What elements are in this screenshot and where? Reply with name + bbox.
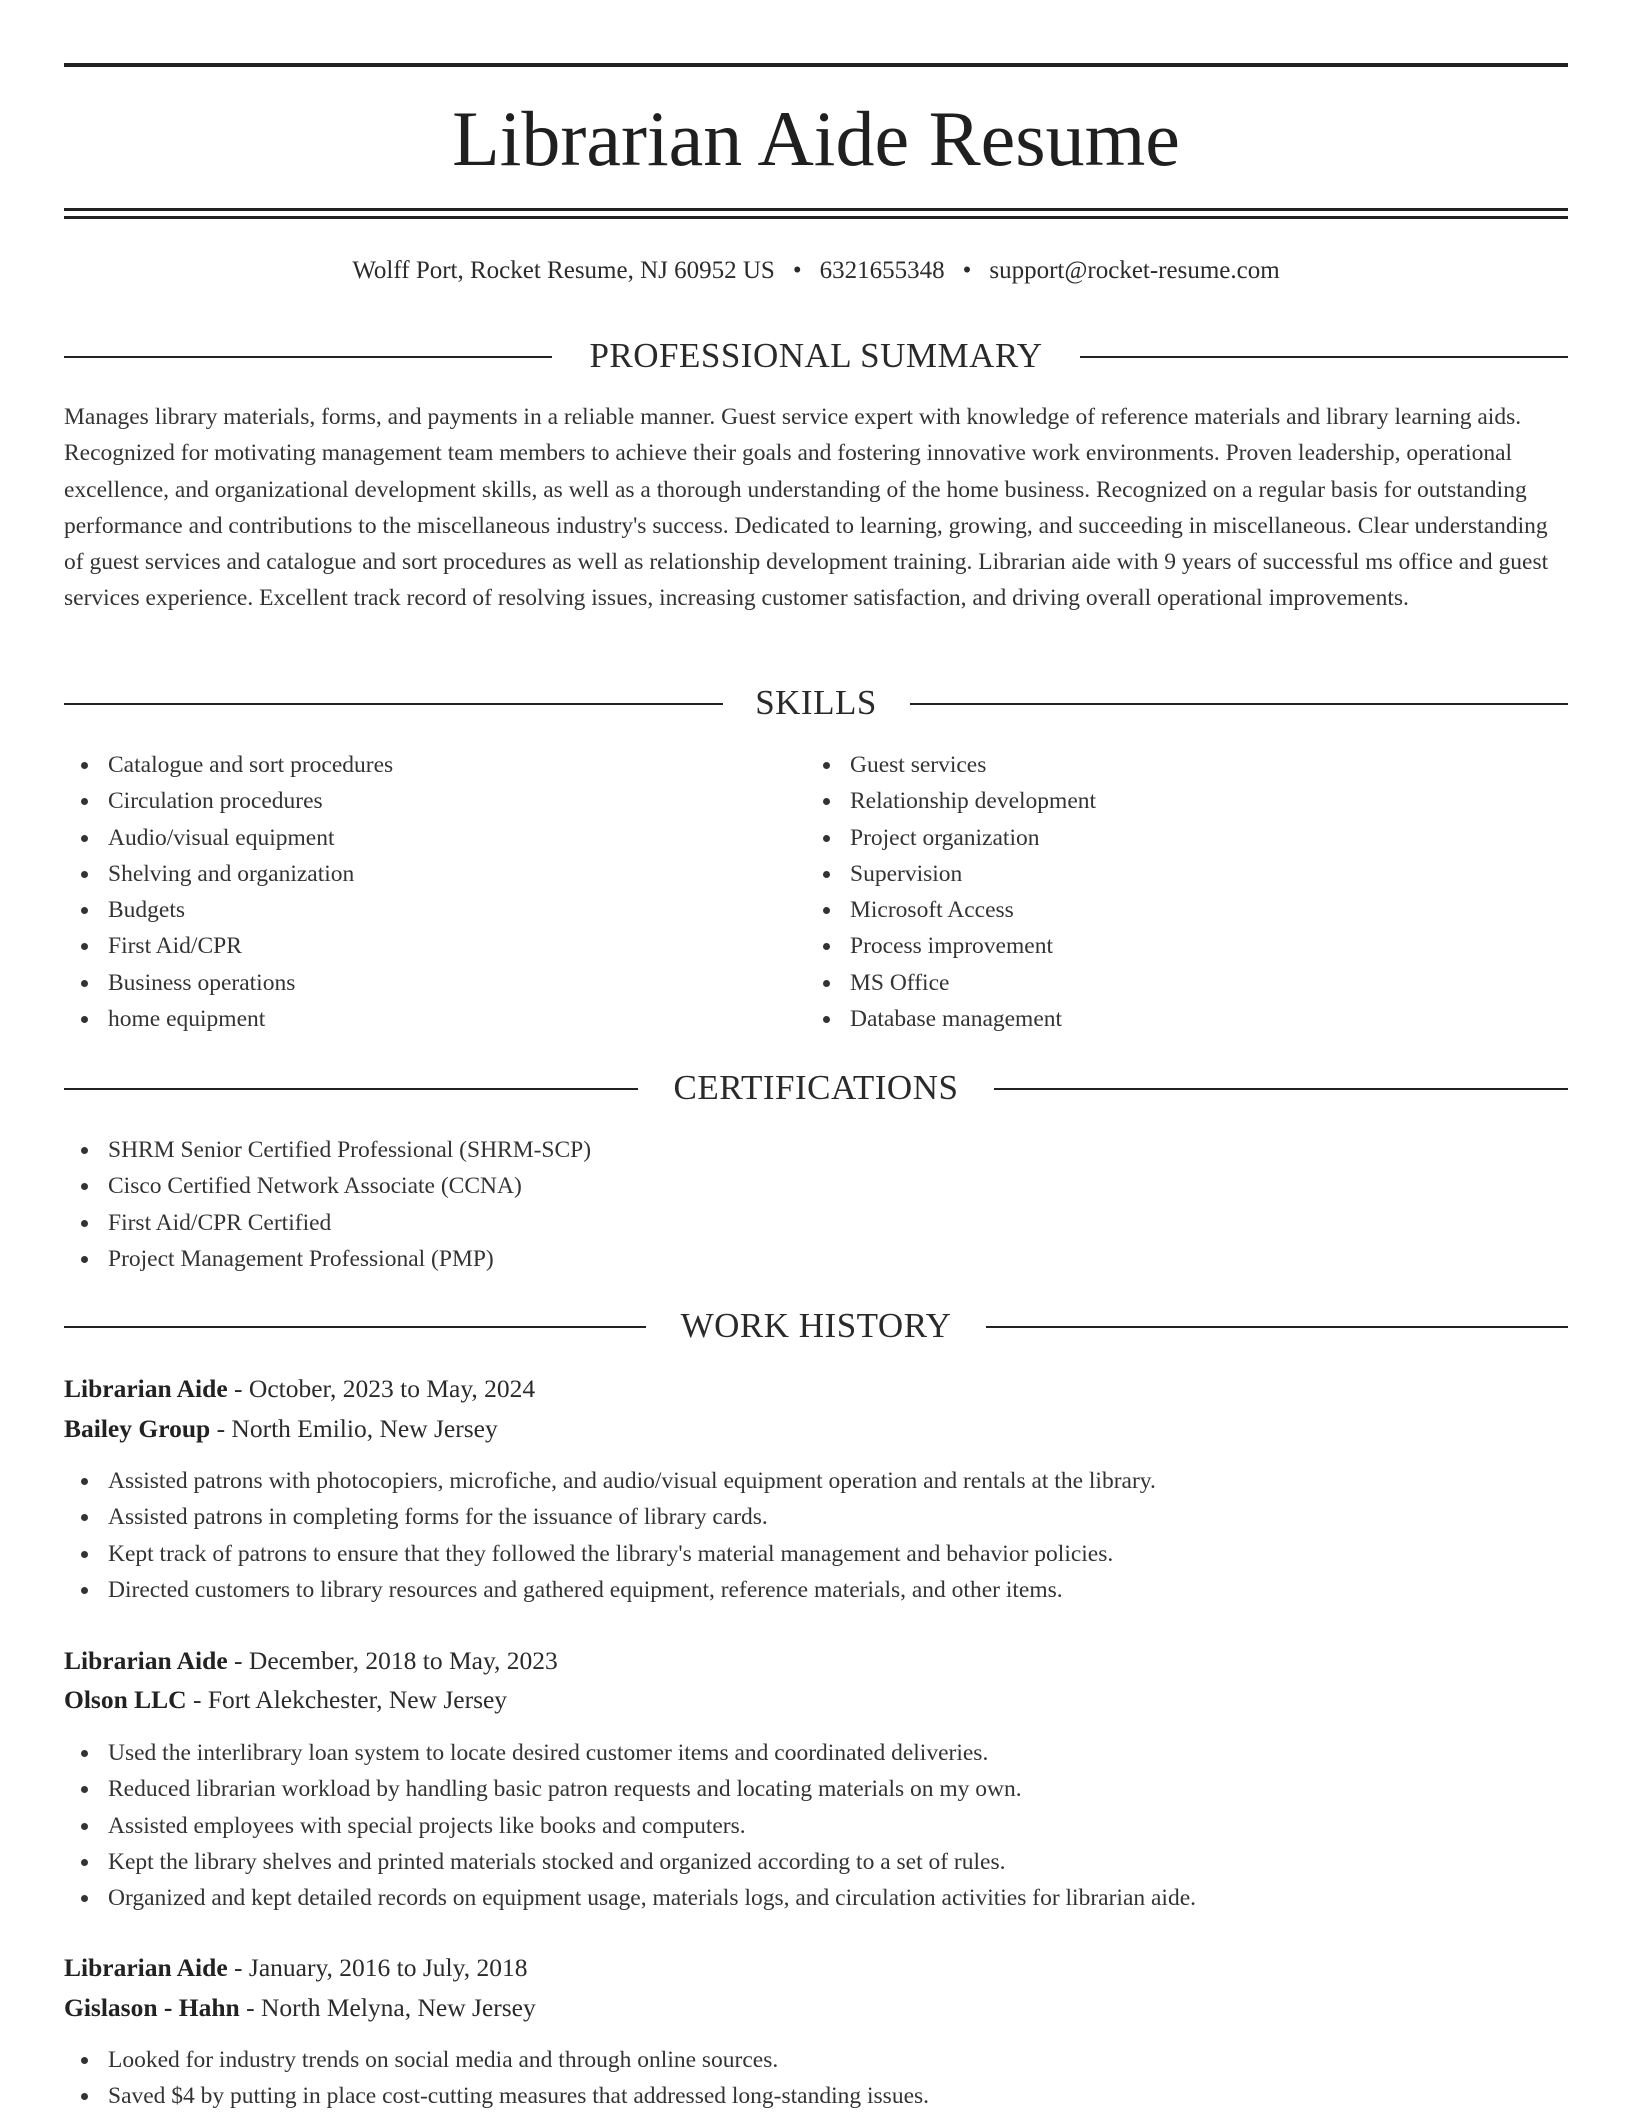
skill-item: Guest services xyxy=(806,747,1526,783)
certifications-list xyxy=(64,1132,1464,1277)
skill-item: Database management xyxy=(806,1001,1526,1037)
resume-title: Librarian Aide Resume xyxy=(452,95,1180,182)
skills-list-right xyxy=(806,747,1526,1037)
job-title: Librarian Aide xyxy=(64,1374,228,1403)
section-rule-right xyxy=(994,1088,1568,1090)
job-dates: - December, 2018 to May, 2023 xyxy=(227,1646,558,1675)
job-company-line xyxy=(64,1411,498,1447)
skills-section-header xyxy=(64,681,1568,725)
skills-heading: SKILLS xyxy=(755,683,877,722)
job-company: Olson LLC xyxy=(64,1685,187,1714)
job-title-line xyxy=(64,1950,527,1986)
job-bullet: Kept the library shelves and printed materials stocked and organized according to a set of rules. xyxy=(64,1844,1564,1880)
skill-item: Microsoft Access xyxy=(806,892,1526,928)
contact-phone: 6321655348 xyxy=(819,257,945,284)
skills-list-left xyxy=(64,747,784,1037)
skill-item: Shelving and organization xyxy=(64,856,784,892)
contact-address: Wolff Port, Rocket Resume, NJ 60952 US xyxy=(352,257,775,284)
job-bullet: Directed customers to library resources and gathered equipment, reference materials, and other items. xyxy=(64,1572,1564,1608)
skill-item: Project organization xyxy=(806,820,1526,856)
section-rule-right xyxy=(910,703,1568,705)
skill-item: First Aid/CPR xyxy=(64,928,784,964)
skill-item: Catalogue and sort procedures xyxy=(64,747,784,783)
job-bullet: Used the interlibrary loan system to locate desired customer items and coordinated deliveries. xyxy=(64,1735,1564,1771)
section-rule-right xyxy=(986,1326,1568,1328)
skill-item: Circulation procedures xyxy=(64,783,784,819)
skill-item: Business operations xyxy=(64,965,784,1001)
skill-item: Budgets xyxy=(64,892,784,928)
certification-item: SHRM Senior Certified Professional (SHRM-SCP) xyxy=(64,1132,1464,1168)
job-title: Librarian Aide xyxy=(64,1953,228,1982)
job-company-line xyxy=(64,1990,536,2026)
job-bullet: Assisted employees with special projects like books and computers. xyxy=(64,1808,1564,1844)
certifications-section-header xyxy=(64,1066,1568,1110)
skill-item: Audio/visual equipment xyxy=(64,820,784,856)
job-bullets xyxy=(64,1735,1564,1916)
contact-separator: • xyxy=(792,257,802,284)
job-dates: - October, 2023 to May, 2024 xyxy=(227,1374,536,1403)
job-bullet: Kept track of patrons to ensure that they followed the library's material management and behavior policies. xyxy=(64,1536,1564,1572)
contact-line xyxy=(64,254,1568,288)
job-bullets xyxy=(64,2042,1564,2115)
job-title-line xyxy=(64,1371,535,1407)
work-history-heading: WORK HISTORY xyxy=(680,1306,952,1345)
job-bullet: Assisted patrons in completing forms for the issuance of library cards. xyxy=(64,1499,1564,1535)
skill-item: Relationship development xyxy=(806,783,1526,819)
job-location: - Fort Alekchester, New Jersey xyxy=(186,1685,508,1714)
top-rule xyxy=(64,63,1568,67)
job-company: Bailey Group xyxy=(64,1414,211,1443)
job-location: - North Melyna, New Jersey xyxy=(239,1993,536,2022)
section-rule-right xyxy=(1080,356,1568,358)
job-bullet: Saved $4 by putting in place cost-cutting measures that addressed long-standing issues. xyxy=(64,2078,1564,2114)
summary-section-header xyxy=(64,334,1568,378)
job-bullet: Assisted patrons with photocopiers, microfiche, and audio/visual equipment operation and rentals at the library. xyxy=(64,1463,1564,1499)
job-bullet: Looked for industry trends on social media and through online sources. xyxy=(64,2042,1564,2078)
title-double-rule-lower xyxy=(64,216,1568,219)
summary-heading: PROFESSIONAL SUMMARY xyxy=(589,336,1043,375)
skill-item: home equipment xyxy=(64,1001,784,1037)
certification-item: First Aid/CPR Certified xyxy=(64,1205,1464,1241)
skill-item: Supervision xyxy=(806,856,1526,892)
title-double-rule-upper xyxy=(64,208,1568,211)
certification-item: Project Management Professional (PMP) xyxy=(64,1241,1464,1277)
skill-item: Process improvement xyxy=(806,928,1526,964)
work-history-section-header xyxy=(64,1304,1568,1348)
certification-item: Cisco Certified Network Associate (CCNA) xyxy=(64,1168,1464,1204)
job-company: Gislason - Hahn xyxy=(64,1993,240,2022)
job-bullet: Reduced librarian workload by handling basic patron requests and locating materials on my own. xyxy=(64,1771,1564,1807)
job-location: - North Emilio, New Jersey xyxy=(210,1414,498,1443)
job-dates: - January, 2016 to July, 2018 xyxy=(227,1953,528,1982)
job-bullets xyxy=(64,1463,1564,1608)
contact-separator: • xyxy=(962,257,972,284)
job-company-line xyxy=(64,1682,507,1718)
job-title: Librarian Aide xyxy=(64,1646,228,1675)
job-bullet: Organized and kept detailed records on equipment usage, materials logs, and circulation activities for librarian aide. xyxy=(64,1880,1564,1916)
summary-text: Manages library materials, forms, and payments in a reliable manner. Guest service expert with knowledge of reference materials and library learning aids. Recognized for motivating management team members to achieve their goals and fostering innovative work environments. Proven leadership, operational excellence, and organizational development skills, as well as a thorough understanding of the home business. Recognized on a regular basis for outstanding performance and contributions to the miscellaneous industry's success. Dedicated to learning, growing, and succeeding in miscellaneous. Clear understanding of guest services and catalogue and sort procedures as well as relationship development training. Librarian aide with 9 years of successful ms office and guest services experience. Excellent track record of resolving issues, increasing customer satisfaction, and driving overall operational improvements. xyxy=(64,404,1549,612)
job-title-line xyxy=(64,1643,558,1679)
skill-item: MS Office xyxy=(806,965,1526,1001)
certifications-heading: CERTIFICATIONS xyxy=(673,1068,959,1107)
contact-email: support@rocket-resume.com xyxy=(989,257,1280,284)
